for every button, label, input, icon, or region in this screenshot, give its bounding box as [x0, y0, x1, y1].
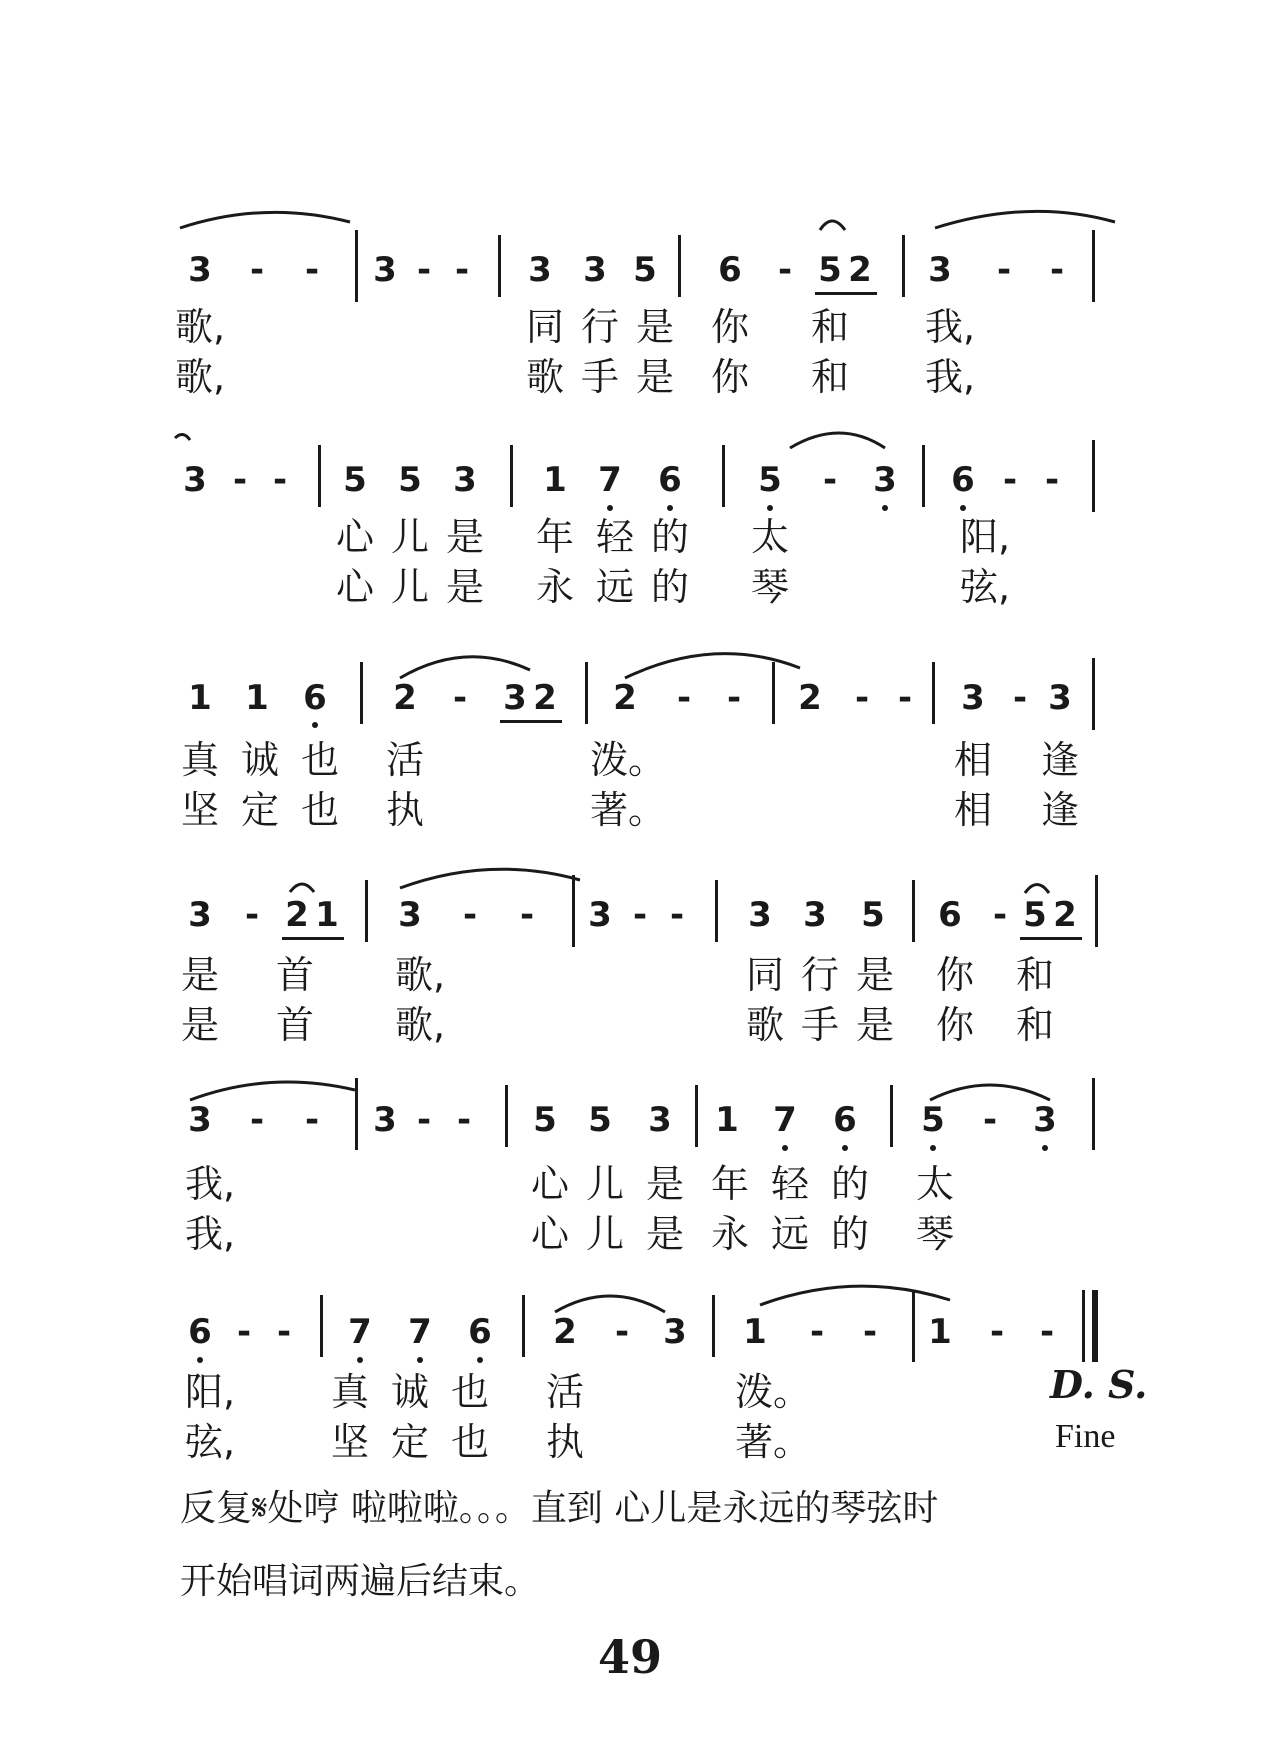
lyric: 年: [710, 1162, 749, 1206]
barline: [1095, 875, 1098, 947]
lyric: 歌,: [175, 305, 226, 349]
dash: -: [982, 1100, 998, 1140]
barline: [355, 1078, 358, 1150]
note: 6: [468, 1312, 492, 1352]
lyric: 永: [535, 565, 574, 609]
lyric: 歌: [745, 1003, 784, 1047]
barline: [772, 662, 775, 724]
lyric: 坚: [330, 1420, 369, 1464]
note: 2: [613, 678, 637, 718]
barline: [320, 1295, 323, 1357]
lyric: 太: [750, 515, 789, 559]
note: 3: [663, 1312, 687, 1352]
tie-arc: [935, 211, 1115, 228]
barline: [498, 235, 501, 297]
note: 3: [183, 460, 207, 500]
dash: -: [669, 895, 685, 935]
barline: [678, 235, 681, 297]
barline: [1092, 230, 1095, 302]
tie-arc: [1025, 885, 1049, 894]
lyric: 年: [535, 515, 574, 559]
tie-arc: [180, 212, 350, 228]
note: 3: [748, 895, 772, 935]
lyric: 是: [635, 305, 674, 349]
final-barline-thin: [1082, 1290, 1085, 1362]
note: 1: [543, 460, 567, 500]
lyric: 诚: [390, 1370, 429, 1414]
note: 6: [188, 1312, 212, 1352]
lower-octave-dot: [667, 505, 673, 511]
dash: -: [614, 1312, 630, 1352]
lyric: 是: [180, 953, 219, 997]
lower-octave-dot: [767, 505, 773, 511]
note: 5: [921, 1100, 945, 1140]
note: 3: [583, 250, 607, 290]
note: 6: [833, 1100, 857, 1140]
lyric: 我,: [924, 305, 976, 349]
tie-arc: [400, 869, 580, 888]
lyric: 太: [915, 1162, 954, 1206]
lyric: 是: [645, 1162, 684, 1206]
note: 3: [961, 678, 985, 718]
note: 7: [598, 460, 622, 500]
barline: [1092, 658, 1095, 730]
dash: -: [676, 678, 692, 718]
lyric: 心: [530, 1212, 569, 1256]
note: 6: [718, 250, 742, 290]
dash: -: [1012, 678, 1028, 718]
dash: -: [244, 895, 260, 935]
barline: [932, 662, 935, 724]
lower-octave-dot: [782, 1145, 788, 1151]
note: 5: [398, 460, 422, 500]
lyric: 我,: [184, 1212, 236, 1256]
lyric: 执: [545, 1420, 584, 1464]
note: 2: [285, 895, 309, 935]
dash: -: [989, 1312, 1005, 1352]
note: 3: [648, 1100, 672, 1140]
barline: [510, 445, 513, 507]
barline: [318, 445, 321, 507]
lyric: 是: [855, 953, 894, 997]
lyric: 我,: [924, 355, 976, 399]
dash: -: [249, 250, 265, 290]
lyric: 真: [180, 738, 219, 782]
barline: [890, 1085, 893, 1147]
barline: [912, 880, 915, 942]
barline: [715, 880, 718, 942]
note: 3: [398, 895, 422, 935]
note: 3: [528, 250, 552, 290]
dash: -: [519, 895, 535, 935]
lyric: 阳,: [184, 1370, 236, 1414]
dash: -: [809, 1312, 825, 1352]
note: 1: [315, 895, 339, 935]
dash: -: [1039, 1312, 1055, 1352]
dash: -: [862, 1312, 878, 1352]
note: 1: [715, 1100, 739, 1140]
lyric: 心: [530, 1162, 569, 1206]
note: 2: [798, 678, 822, 718]
note: 1: [928, 1312, 952, 1352]
dash: -: [249, 1100, 265, 1140]
dash: -: [304, 250, 320, 290]
lower-octave-dot: [477, 1357, 483, 1363]
note: 3: [803, 895, 827, 935]
lyric: 是: [855, 1003, 894, 1047]
note: 3: [1033, 1100, 1057, 1140]
dash: -: [416, 1100, 432, 1140]
lower-octave-dot: [357, 1357, 363, 1363]
lyric: 是: [645, 1212, 684, 1256]
note: 5: [818, 250, 842, 290]
tie-arc: [555, 1296, 665, 1312]
lower-octave-dot: [842, 1145, 848, 1151]
lyric: 执: [385, 788, 424, 832]
note: 3: [453, 460, 477, 500]
dash: -: [996, 250, 1012, 290]
fine-mark: Fine: [1055, 1418, 1116, 1455]
note: 3: [928, 250, 952, 290]
note: 2: [1053, 895, 1077, 935]
lower-octave-dot: [882, 505, 888, 511]
lyric: 轻: [595, 515, 634, 559]
dash: -: [854, 678, 870, 718]
lyric: 弦,: [184, 1420, 236, 1464]
lyric: 的: [830, 1212, 869, 1256]
lyric: 定: [390, 1420, 429, 1464]
barline: [365, 880, 368, 942]
barline: [585, 662, 588, 724]
lyric: 同: [525, 305, 564, 349]
lyric: 和: [1015, 1003, 1054, 1047]
note: 3: [873, 460, 897, 500]
dash: -: [456, 1100, 472, 1140]
note: 5: [758, 460, 782, 500]
dash: -: [1002, 460, 1018, 500]
lyric: 也: [300, 788, 339, 832]
note: 1: [743, 1312, 767, 1352]
barline: [1092, 440, 1095, 512]
lyric: 著。: [590, 788, 667, 832]
dash: -: [462, 895, 478, 935]
dash: -: [897, 678, 913, 718]
lyric: 儿: [390, 565, 429, 609]
lyric: 行: [580, 305, 619, 349]
lyric: 诚: [240, 738, 279, 782]
lyric: 歌: [525, 355, 564, 399]
dash: -: [822, 460, 838, 500]
note: 3: [188, 895, 212, 935]
lyric: 手: [800, 1003, 839, 1047]
lyric: 行: [800, 953, 839, 997]
dash: -: [272, 460, 288, 500]
lyric: 也: [450, 1420, 489, 1464]
note: 7: [408, 1312, 432, 1352]
dash: -: [454, 250, 470, 290]
note: 3: [503, 678, 527, 718]
ds-mark: D. S.: [1050, 1362, 1148, 1407]
barline: [912, 1290, 915, 1362]
lyric: 阳,: [959, 515, 1011, 559]
lyric: 琴: [750, 565, 789, 609]
note: 5: [1023, 895, 1047, 935]
dash: -: [992, 895, 1008, 935]
barline: [505, 1085, 508, 1147]
note: 6: [951, 460, 975, 500]
lyric: 儿: [585, 1162, 624, 1206]
lower-octave-dot: [312, 722, 318, 728]
barline: [722, 445, 725, 507]
note: 6: [658, 460, 682, 500]
lyric: 歌,: [175, 355, 226, 399]
lyric: 的: [650, 515, 689, 559]
lyric: 泼。: [590, 738, 667, 782]
lower-octave-dot: [960, 505, 966, 511]
dash: -: [416, 250, 432, 290]
tie-arc: [760, 1286, 950, 1305]
lyric: 你: [710, 355, 749, 399]
note: 5: [343, 460, 367, 500]
lyric: 相: [953, 788, 992, 832]
dash: -: [232, 460, 248, 500]
tie-arc: [290, 884, 314, 892]
instruction-line-1: 反复𝄋处哼 啦啦啦。。。直到 心儿是永远的琴弦时: [180, 1488, 939, 1529]
note: 5: [633, 250, 657, 290]
lyric: 和: [1015, 953, 1054, 997]
lyric: 心: [335, 565, 374, 609]
lyric: 远: [770, 1212, 809, 1256]
lyric: 的: [830, 1162, 869, 1206]
dash: -: [304, 1100, 320, 1140]
lyric: 泼。: [735, 1370, 812, 1414]
lyric: 是: [635, 355, 674, 399]
lower-octave-dot: [417, 1357, 423, 1363]
lyric: 活: [545, 1370, 584, 1414]
lyric: 相: [953, 738, 992, 782]
lyric: 儿: [585, 1212, 624, 1256]
note: 5: [588, 1100, 612, 1140]
lower-octave-dot: [607, 505, 613, 511]
note: 6: [938, 895, 962, 935]
lyric: 也: [300, 738, 339, 782]
lyric: 和: [810, 305, 849, 349]
tie-arc: [930, 1085, 1050, 1100]
dash: -: [777, 250, 793, 290]
note: 1: [245, 678, 269, 718]
note: 2: [848, 250, 872, 290]
lyric: 也: [450, 1370, 489, 1414]
lyric: 你: [935, 953, 974, 997]
note: 2: [553, 1312, 577, 1352]
tie-arc: [790, 433, 885, 448]
dash: -: [276, 1312, 292, 1352]
note: 3: [188, 250, 212, 290]
barline: [922, 445, 925, 507]
lyric: 同: [745, 953, 784, 997]
lyric: 首: [275, 1003, 314, 1047]
lyric: 歌,: [394, 1003, 446, 1047]
tie-arc: [175, 434, 190, 440]
note: 5: [533, 1100, 557, 1140]
note: 3: [373, 250, 397, 290]
dash: -: [726, 678, 742, 718]
barline: [355, 230, 358, 302]
underline: [282, 937, 344, 940]
lyric: 是: [445, 565, 484, 609]
barline: [360, 662, 363, 724]
lyric: 逢: [1040, 788, 1079, 832]
barline: [902, 235, 905, 297]
note: 2: [533, 678, 557, 718]
lyric: 定: [240, 788, 279, 832]
note: 6: [303, 678, 327, 718]
lyric: 你: [935, 1003, 974, 1047]
barline: [1092, 1078, 1095, 1150]
note: 3: [373, 1100, 397, 1140]
underline: [815, 292, 877, 295]
dash: -: [236, 1312, 252, 1352]
dash: -: [1044, 460, 1060, 500]
underline: [1020, 937, 1082, 940]
lyric: 是: [445, 515, 484, 559]
lyric: 的: [650, 565, 689, 609]
instruction-line-2: 开始唱词两遍后结束。: [180, 1561, 541, 1602]
lyric: 儿: [390, 515, 429, 559]
dash: -: [632, 895, 648, 935]
barline: [695, 1085, 698, 1147]
note: 3: [188, 1100, 212, 1140]
lyric: 著。: [735, 1420, 812, 1464]
note: 7: [348, 1312, 372, 1352]
lower-octave-dot: [1042, 1145, 1048, 1151]
note: 1: [188, 678, 212, 718]
tie-arc: [190, 1082, 355, 1100]
final-barline-thick: [1092, 1290, 1098, 1362]
lyric: 琴: [915, 1212, 954, 1256]
note: 3: [1048, 678, 1072, 718]
note: 7: [773, 1100, 797, 1140]
barline: [522, 1295, 525, 1357]
lyric: 坚: [180, 788, 219, 832]
dash: -: [452, 678, 468, 718]
lyric: 真: [330, 1370, 369, 1414]
page-number: 49: [598, 1630, 663, 1684]
underline: [500, 720, 562, 723]
lyric: 是: [180, 1003, 219, 1047]
lyric: 你: [710, 305, 749, 349]
lyric: 永: [710, 1212, 749, 1256]
note: 5: [861, 895, 885, 935]
lyric: 逢: [1040, 738, 1079, 782]
lyric: 手: [580, 355, 619, 399]
lyric: 首: [275, 953, 314, 997]
lyric: 和: [810, 355, 849, 399]
lyric: 歌,: [394, 953, 446, 997]
barline: [712, 1295, 715, 1357]
lower-octave-dot: [197, 1357, 203, 1363]
note: 3: [588, 895, 612, 935]
lyric: 活: [385, 738, 424, 782]
lyric: 弦,: [959, 565, 1011, 609]
lyric: 轻: [770, 1162, 809, 1206]
dash: -: [1049, 250, 1065, 290]
lower-octave-dot: [930, 1145, 936, 1151]
tie-arc: [820, 221, 845, 230]
tie-arc: [400, 657, 530, 678]
note: 2: [393, 678, 417, 718]
lyric: 心: [335, 515, 374, 559]
lyric: 远: [595, 565, 634, 609]
barline: [572, 875, 575, 947]
lyric: 我,: [184, 1162, 236, 1206]
